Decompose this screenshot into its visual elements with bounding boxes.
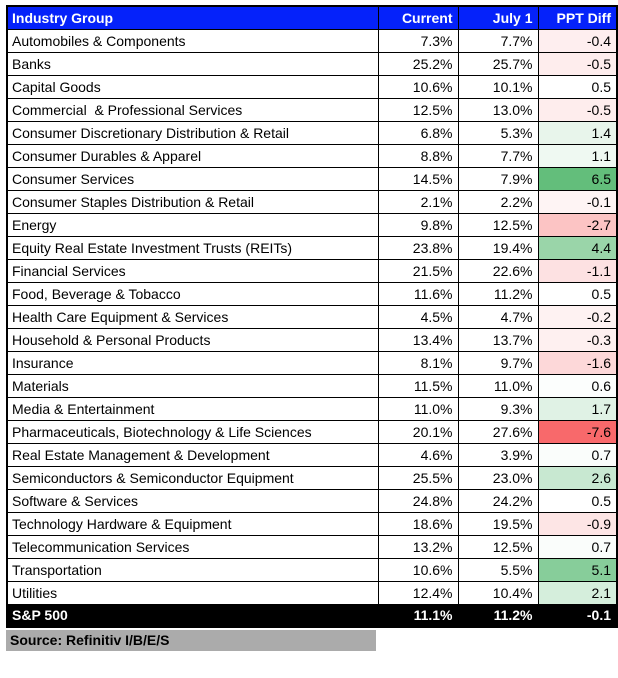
july-1-value-cell: 5.5% (458, 558, 538, 581)
table-row (7, 305, 617, 328)
table-row (7, 328, 617, 351)
july-1-value-cell: 27.6% (458, 420, 538, 443)
current-value-cell: 18.6% (378, 512, 458, 535)
table-row (7, 75, 617, 98)
table-row (7, 98, 617, 121)
july-1-value-cell: 5.3% (458, 121, 538, 144)
july-1-value-cell: 19.5% (458, 512, 538, 535)
july-1-value-cell: 24.2% (458, 489, 538, 512)
july-1-value-cell: 25.7% (458, 52, 538, 75)
current-value-cell: 24.8% (378, 489, 458, 512)
current-value-cell: 12.4% (378, 581, 458, 604)
ppt-diff-cell: 2.1 (538, 581, 617, 604)
industry-name-cell: Health Care Equipment & Services (7, 305, 378, 328)
current-value-cell: 4.6% (378, 443, 458, 466)
july-1-value-cell: 11.0% (458, 374, 538, 397)
july-1-value-cell: 9.7% (458, 351, 538, 374)
ppt-diff-cell: 1.7 (538, 397, 617, 420)
industry-name-cell: Consumer Durables & Apparel (7, 144, 378, 167)
current-value-cell: 20.1% (378, 420, 458, 443)
current-value-cell: 25.5% (378, 466, 458, 489)
table-row (7, 236, 617, 259)
ppt-diff-cell: -0.5 (538, 52, 617, 75)
ppt-diff-cell: 2.6 (538, 466, 617, 489)
ppt-diff-cell: 0.6 (538, 374, 617, 397)
ppt-diff-cell: -7.6 (538, 420, 617, 443)
industry-name-cell: Pharmaceuticals, Biotechnology & Life Sciences (7, 420, 378, 443)
july-1-value-cell: 13.7% (458, 328, 538, 351)
current-value-cell: 13.4% (378, 328, 458, 351)
july-1-value-cell: 19.4% (458, 236, 538, 259)
industry-name-cell: Equity Real Estate Investment Trusts (REITs) (7, 236, 378, 259)
table-row (7, 121, 617, 144)
ppt-diff-cell: -0.3 (538, 328, 617, 351)
ppt-diff-cell: -0.2 (538, 305, 617, 328)
current-value-cell: 21.5% (378, 259, 458, 282)
table-row (7, 443, 617, 466)
industry-name-cell: Insurance (7, 351, 378, 374)
industry-name-cell: Commercial & Professional Services (7, 98, 378, 121)
column-header-industry-group: Industry Group (7, 6, 378, 29)
column-header-july-1: July 1 (458, 6, 538, 29)
table-row (7, 29, 617, 52)
industry-name-cell: Food, Beverage & Tobacco (7, 282, 378, 305)
current-value-cell: 13.2% (378, 535, 458, 558)
july-1-value-cell: 3.9% (458, 443, 538, 466)
ppt-diff-cell: 0.5 (538, 282, 617, 305)
ppt-diff-cell: 4.4 (538, 236, 617, 259)
july-1-value-cell: 11.2% (458, 282, 538, 305)
current-value-cell: 8.8% (378, 144, 458, 167)
table-row (7, 351, 617, 374)
table-row (7, 190, 617, 213)
july-1-value-cell: 7.7% (458, 144, 538, 167)
ppt-diff-cell: -0.4 (538, 29, 617, 52)
table-row (7, 213, 617, 236)
industry-name-cell: Financial Services (7, 259, 378, 282)
ppt-diff-cell: -0.1 (538, 190, 617, 213)
industry-name-cell: Software & Services (7, 489, 378, 512)
current-value-cell: 10.6% (378, 558, 458, 581)
sp500-label: S&P 500 (7, 604, 378, 627)
current-value-cell: 9.8% (378, 213, 458, 236)
ppt-diff-cell: -0.9 (538, 512, 617, 535)
industry-name-cell: Consumer Staples Distribution & Retail (7, 190, 378, 213)
ppt-diff-cell: 6.5 (538, 167, 617, 190)
sp500-ppt-diff: -0.1 (538, 604, 617, 627)
ppt-diff-cell: 0.7 (538, 535, 617, 558)
july-1-value-cell: 7.7% (458, 29, 538, 52)
current-value-cell: 23.8% (378, 236, 458, 259)
industry-name-cell: Banks (7, 52, 378, 75)
current-value-cell: 12.5% (378, 98, 458, 121)
industry-name-cell: Household & Personal Products (7, 328, 378, 351)
sp500-current: 11.1% (378, 604, 458, 627)
july-1-value-cell: 7.9% (458, 167, 538, 190)
column-header-ppt-diff: PPT Diff (538, 6, 617, 29)
sp500-summary-row (7, 604, 617, 627)
industry-name-cell: Capital Goods (7, 75, 378, 98)
table-row (7, 420, 617, 443)
table-row (7, 144, 617, 167)
table-row (7, 558, 617, 581)
current-value-cell: 8.1% (378, 351, 458, 374)
industry-name-cell: Media & Entertainment (7, 397, 378, 420)
current-value-cell: 2.1% (378, 190, 458, 213)
table-row (7, 581, 617, 604)
table-row (7, 282, 617, 305)
table-row (7, 466, 617, 489)
july-1-value-cell: 22.6% (458, 259, 538, 282)
industry-name-cell: Utilities (7, 581, 378, 604)
industry-name-cell: Automobiles & Components (7, 29, 378, 52)
industry-name-cell: Consumer Services (7, 167, 378, 190)
table-row (7, 489, 617, 512)
ppt-diff-cell: -1.1 (538, 259, 617, 282)
table-row (7, 52, 617, 75)
current-value-cell: 11.0% (378, 397, 458, 420)
ppt-diff-cell: 1.4 (538, 121, 617, 144)
current-value-cell: 11.5% (378, 374, 458, 397)
industry-name-cell: Real Estate Management & Development (7, 443, 378, 466)
table-row (7, 535, 617, 558)
july-1-value-cell: 9.3% (458, 397, 538, 420)
july-1-value-cell: 12.5% (458, 535, 538, 558)
july-1-value-cell: 2.2% (458, 190, 538, 213)
table-row (7, 259, 617, 282)
ppt-diff-cell: 0.5 (538, 489, 617, 512)
header-row (7, 6, 617, 29)
industry-name-cell: Telecommunication Services (7, 535, 378, 558)
current-value-cell: 14.5% (378, 167, 458, 190)
july-1-value-cell: 13.0% (458, 98, 538, 121)
column-header-current: Current (378, 6, 458, 29)
ppt-diff-cell: -1.6 (538, 351, 617, 374)
ppt-diff-cell: 0.7 (538, 443, 617, 466)
industry-name-cell: Materials (7, 374, 378, 397)
ppt-diff-cell: -2.7 (538, 213, 617, 236)
table-row (7, 512, 617, 535)
table-row (7, 374, 617, 397)
july-1-value-cell: 12.5% (458, 213, 538, 236)
sp500-july-1: 11.2% (458, 604, 538, 627)
july-1-value-cell: 4.7% (458, 305, 538, 328)
current-value-cell: 4.5% (378, 305, 458, 328)
current-value-cell: 11.6% (378, 282, 458, 305)
ppt-diff-cell: -0.5 (538, 98, 617, 121)
ppt-diff-cell: 0.5 (538, 75, 617, 98)
table-row (7, 397, 617, 420)
ppt-diff-cell: 1.1 (538, 144, 617, 167)
industry-name-cell: Energy (7, 213, 378, 236)
industry-name-cell: Technology Hardware & Equipment (7, 512, 378, 535)
current-value-cell: 7.3% (378, 29, 458, 52)
july-1-value-cell: 10.1% (458, 75, 538, 98)
industry-name-cell: Semiconductors & Semiconductor Equipment (7, 466, 378, 489)
july-1-value-cell: 23.0% (458, 466, 538, 489)
industry-group-estimates-table (6, 5, 618, 628)
current-value-cell: 6.8% (378, 121, 458, 144)
current-value-cell: 25.2% (378, 52, 458, 75)
industry-name-cell: Consumer Discretionary Distribution & Retail (7, 121, 378, 144)
industry-name-cell: Transportation (7, 558, 378, 581)
source-note: Source: Refinitiv I/B/E/S (6, 630, 376, 651)
current-value-cell: 10.6% (378, 75, 458, 98)
ppt-diff-cell: 5.1 (538, 558, 617, 581)
table-row (7, 167, 617, 190)
july-1-value-cell: 10.4% (458, 581, 538, 604)
